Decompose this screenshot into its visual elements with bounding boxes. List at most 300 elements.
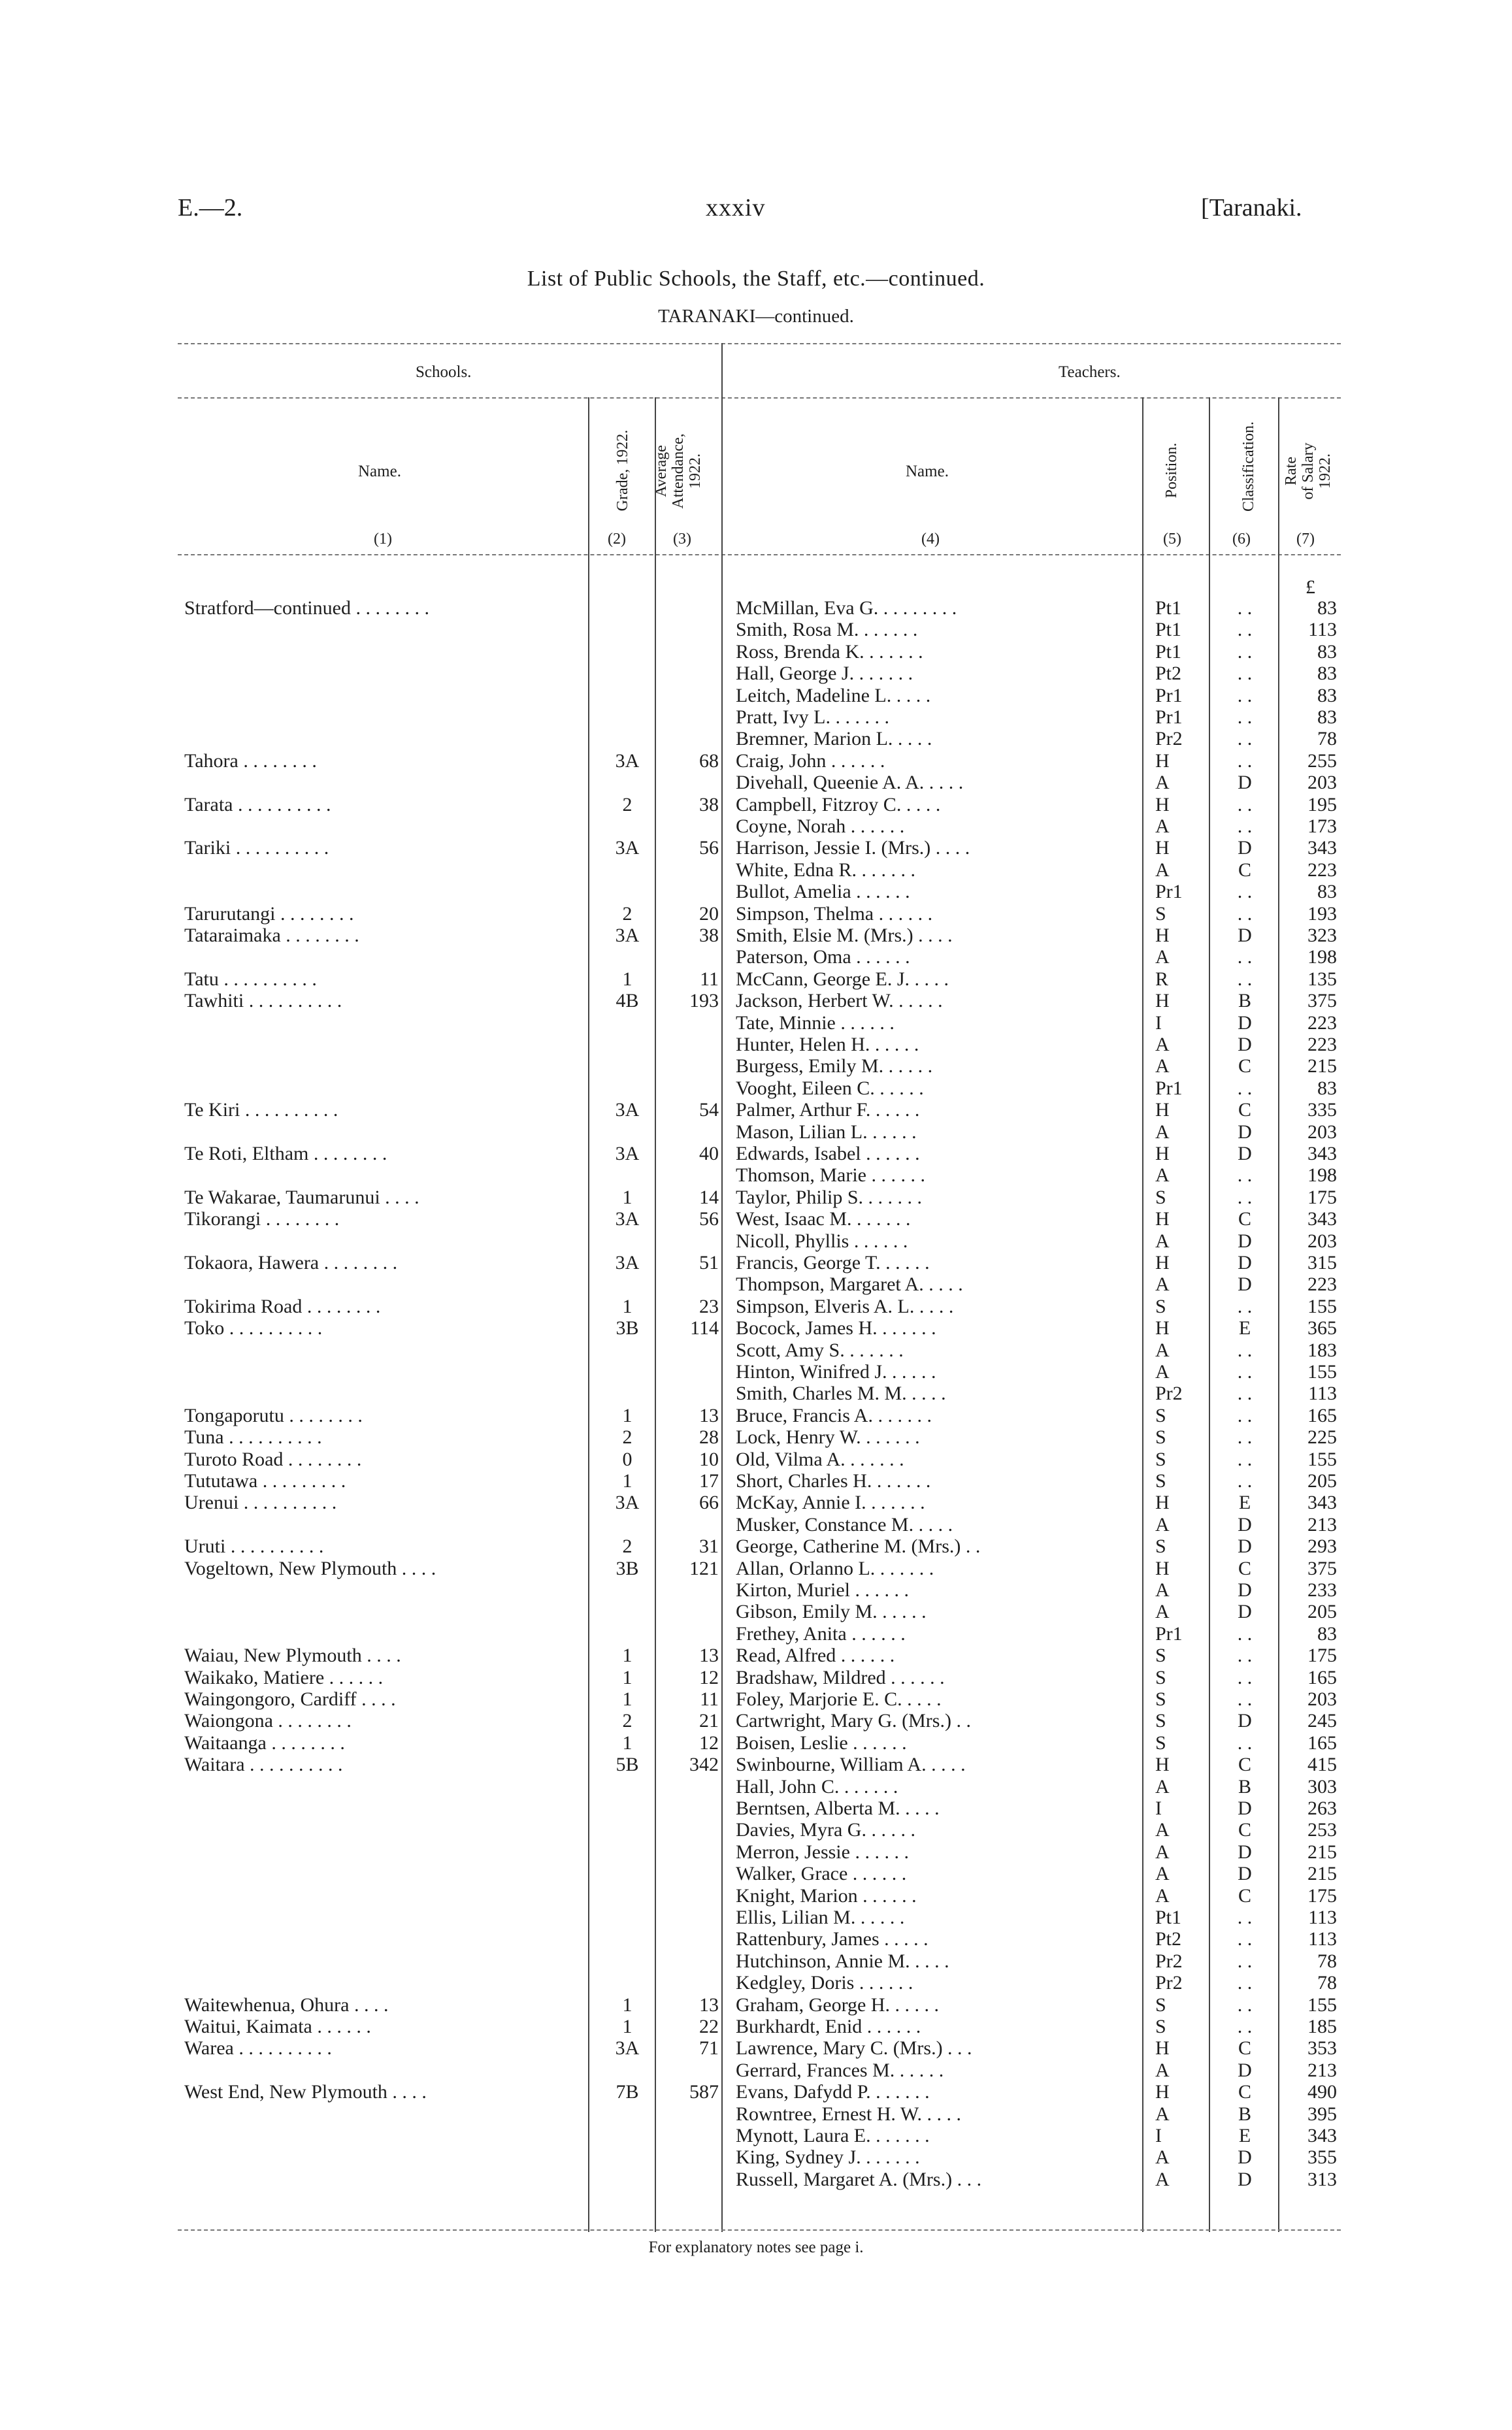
average-attendance-cell: 21 bbox=[699, 1710, 719, 1732]
average-attendance-cell: 12 bbox=[699, 1666, 719, 1688]
school-name-cell: Tokaora, Hawera . . . . . . . . bbox=[184, 1252, 398, 1273]
school-name-cell: Te Roti, Eltham . . . . . . . . bbox=[184, 1143, 387, 1164]
position-cell: Pt1 bbox=[1155, 619, 1182, 641]
teacher-name-cell: Kirton, Muriel . . . . . . bbox=[736, 1579, 909, 1601]
salary-cell: 83 bbox=[1317, 663, 1337, 685]
position-cell: Pr1 bbox=[1155, 881, 1183, 903]
teacher-name-cell: Vooght, Eileen C. . . . . . bbox=[736, 1077, 924, 1099]
position-cell: A bbox=[1155, 1601, 1170, 1623]
position-cell: S bbox=[1155, 1186, 1166, 1208]
teacher-name-cell: Simpson, Elveris A. L. . . . . bbox=[736, 1295, 954, 1317]
grade-cell: 3A bbox=[615, 837, 640, 859]
school-name-cell: Warea . . . . . . . . . . bbox=[184, 2037, 332, 2060]
grade-cell: 3A bbox=[615, 925, 640, 946]
classification-cell: C bbox=[1238, 1099, 1251, 1121]
group-header-rule bbox=[178, 397, 1341, 399]
position-cell: H bbox=[1155, 837, 1170, 859]
table-row bbox=[0, 990, 1512, 1012]
table-row bbox=[0, 881, 1512, 903]
classification-cell: . . bbox=[1237, 1645, 1253, 1667]
position-cell: A bbox=[1155, 1841, 1170, 1863]
grade-cell: 3A bbox=[615, 749, 640, 772]
classification-cell: C bbox=[1238, 859, 1251, 881]
classification-cell: E bbox=[1238, 2125, 1251, 2146]
salary-cell: 233 bbox=[1307, 1579, 1337, 1601]
salary-cell: 83 bbox=[1317, 597, 1337, 619]
salary-cell: 215 bbox=[1307, 1841, 1337, 1863]
salary-cell: 198 bbox=[1307, 1164, 1337, 1187]
school-name-cell: Tikorangi . . . . . . . . bbox=[184, 1208, 340, 1230]
classification-cell: D bbox=[1238, 1798, 1252, 1819]
classification-cell: D bbox=[1238, 2059, 1252, 2081]
teacher-name-cell: Scott, Amy S. . . . . . . bbox=[736, 1339, 904, 1361]
teacher-name-cell: Coyne, Norah . . . . . . bbox=[736, 815, 905, 837]
table-row bbox=[0, 1798, 1512, 1820]
table-row bbox=[0, 1034, 1512, 1056]
classification-cell: D bbox=[1238, 1252, 1252, 1273]
classification-cell: . . bbox=[1237, 1077, 1253, 1099]
page-title: List of Public Schools, the Staff, etc.—continued. bbox=[527, 267, 985, 291]
salary-cell: 113 bbox=[1308, 1383, 1337, 1405]
teacher-name-cell: Nicoll, Phyllis . . . . . . bbox=[736, 1230, 908, 1252]
position-cell: H bbox=[1155, 793, 1170, 815]
grade-cell: 1 bbox=[622, 2016, 633, 2037]
grade-cell: 3A bbox=[615, 1099, 640, 1121]
column-header-position: Position. bbox=[1163, 442, 1180, 499]
average-attendance-cell: 12 bbox=[699, 1732, 719, 1754]
salary-cell: 155 bbox=[1307, 1361, 1337, 1383]
salary-cell: 223 bbox=[1307, 1034, 1337, 1055]
teacher-name-cell: Leitch, Madeline L. . . . . bbox=[736, 684, 931, 706]
school-name-cell: Waitaanga . . . . . . . . bbox=[184, 1732, 345, 1754]
classification-cell: D bbox=[1238, 1841, 1252, 1863]
position-cell: H bbox=[1155, 1754, 1170, 1776]
average-attendance-cell: 20 bbox=[699, 902, 719, 925]
salary-cell: 490 bbox=[1307, 2081, 1337, 2103]
position-cell: S bbox=[1155, 1470, 1166, 1492]
grade-cell: 3A bbox=[615, 2037, 640, 2060]
classification-cell: D bbox=[1238, 925, 1252, 946]
table-row bbox=[0, 1623, 1512, 1645]
classification-cell: . . bbox=[1237, 946, 1253, 968]
salary-cell: 135 bbox=[1307, 968, 1337, 990]
classification-cell: C bbox=[1238, 1754, 1251, 1776]
classification-cell: D bbox=[1238, 1230, 1252, 1252]
table-row bbox=[0, 1361, 1512, 1383]
position-cell: Pr2 bbox=[1155, 1383, 1183, 1405]
salary-cell: 83 bbox=[1317, 1077, 1337, 1099]
table-row bbox=[0, 597, 1512, 619]
salary-cell: 343 bbox=[1307, 1208, 1337, 1230]
table-row bbox=[0, 1405, 1512, 1427]
report-code: E.—2. bbox=[178, 194, 243, 222]
salary-cell: 225 bbox=[1307, 1426, 1337, 1449]
classification-cell: . . bbox=[1237, 1426, 1253, 1449]
school-name-cell: Te Wakarae, Taumarunui . . . . bbox=[184, 1186, 419, 1208]
position-cell: A bbox=[1155, 1055, 1170, 1077]
classification-cell: . . bbox=[1237, 1972, 1253, 1994]
position-cell: A bbox=[1155, 1819, 1170, 1841]
teacher-name-cell: Thompson, Margaret A. . . . . bbox=[736, 1273, 963, 1296]
column-number-6: (6) bbox=[1232, 531, 1251, 548]
table-top-rule bbox=[178, 343, 1341, 344]
position-cell: R bbox=[1155, 968, 1169, 990]
classification-cell: . . bbox=[1237, 1164, 1253, 1187]
position-cell: Pt1 bbox=[1155, 597, 1182, 619]
position-cell: H bbox=[1155, 1099, 1170, 1121]
school-name-cell: Tahora . . . . . . . . bbox=[184, 749, 317, 772]
position-cell: Pr2 bbox=[1155, 1972, 1183, 1994]
table-row bbox=[0, 1470, 1512, 1492]
table-row bbox=[0, 685, 1512, 707]
table-row bbox=[0, 2081, 1512, 2103]
teacher-name-cell: Bullot, Amelia . . . . . . bbox=[736, 881, 910, 903]
table-row bbox=[0, 2103, 1512, 2126]
table-row bbox=[0, 1950, 1512, 1973]
grade-cell: 5B bbox=[616, 1754, 639, 1776]
school-name-cell: Tarata . . . . . . . . . . bbox=[184, 793, 331, 815]
school-name-cell: Tongaporutu . . . . . . . . bbox=[184, 1404, 363, 1426]
classification-cell: . . bbox=[1237, 597, 1253, 619]
classification-cell: D bbox=[1238, 772, 1252, 794]
teacher-name-cell: Gibson, Emily M. . . . . . bbox=[736, 1601, 927, 1623]
position-cell: S bbox=[1155, 1448, 1166, 1470]
average-attendance-cell: 10 bbox=[699, 1448, 719, 1470]
teacher-name-cell: Davies, Myra G. . . . . . bbox=[736, 1819, 915, 1841]
grade-cell: 1 bbox=[622, 1186, 633, 1208]
salary-cell: 375 bbox=[1307, 990, 1337, 1012]
teacher-name-cell: Knight, Marion . . . . . . bbox=[736, 1884, 917, 1907]
position-cell: Pr1 bbox=[1155, 1077, 1183, 1099]
position-cell: S bbox=[1155, 1295, 1166, 1317]
salary-cell: 113 bbox=[1308, 1928, 1337, 1950]
table-row bbox=[0, 1776, 1512, 1798]
position-cell: A bbox=[1155, 1884, 1170, 1907]
school-name-cell: Waitara . . . . . . . . . . bbox=[184, 1754, 343, 1776]
column-header-classification: Classification. bbox=[1240, 421, 1257, 512]
school-name-cell: Waiau, New Plymouth . . . . bbox=[184, 1645, 401, 1667]
teacher-name-cell: White, Edna R. . . . . . . bbox=[736, 859, 915, 881]
salary-cell: 353 bbox=[1307, 2037, 1337, 2060]
school-name-cell: Stratford—continued . . . . . . . . bbox=[184, 597, 429, 619]
average-attendance-cell: 13 bbox=[699, 1404, 719, 1426]
classification-cell: . . bbox=[1237, 1994, 1253, 2016]
teacher-name-cell: Gerrard, Frances M. . . . . . bbox=[736, 2059, 944, 2081]
table-row bbox=[0, 1099, 1512, 1121]
column-number-2: (2) bbox=[608, 531, 626, 548]
table-row bbox=[0, 1164, 1512, 1187]
average-attendance-cell: 11 bbox=[700, 1688, 719, 1710]
currency-symbol: £ bbox=[1306, 576, 1315, 598]
salary-cell: 213 bbox=[1307, 1513, 1337, 1535]
teacher-name-cell: Lawrence, Mary C. (Mrs.) . . . bbox=[736, 2037, 972, 2060]
classification-cell: . . bbox=[1237, 1732, 1253, 1754]
teacher-name-cell: Divehall, Queenie A. A. . . . . bbox=[736, 772, 964, 794]
teacher-name-cell: Tate, Minnie . . . . . . bbox=[736, 1011, 895, 1034]
classification-cell: . . bbox=[1237, 902, 1253, 925]
classification-cell: . . bbox=[1237, 881, 1253, 903]
school-name-cell: Waiongona . . . . . . . . bbox=[184, 1710, 352, 1732]
average-attendance-cell: 56 bbox=[699, 1208, 719, 1230]
teacher-name-cell: Boisen, Leslie . . . . . . bbox=[736, 1732, 907, 1754]
classification-cell: D bbox=[1238, 1273, 1252, 1296]
salary-cell: 83 bbox=[1317, 881, 1337, 903]
average-attendance-cell: 38 bbox=[699, 793, 719, 815]
school-name-cell: Tataraimaka . . . . . . . . bbox=[184, 925, 359, 946]
position-cell: Pr2 bbox=[1155, 728, 1183, 750]
column-number-5: (5) bbox=[1163, 531, 1181, 548]
classification-cell: D bbox=[1238, 837, 1252, 859]
teacher-name-cell: Campbell, Fitzroy C. . . . . bbox=[736, 793, 941, 815]
teacher-name-cell: Swinbourne, William A. . . . . bbox=[736, 1754, 966, 1776]
salary-cell: 303 bbox=[1307, 1775, 1337, 1798]
column-header-salary: Rate of Salary 1922. bbox=[1283, 442, 1334, 500]
position-cell: H bbox=[1155, 1252, 1170, 1273]
salary-cell: 183 bbox=[1307, 1339, 1337, 1361]
column-header-rule bbox=[178, 554, 1341, 555]
position-cell: S bbox=[1155, 1404, 1166, 1426]
grade-cell: 2 bbox=[622, 1710, 633, 1732]
teacher-name-cell: Smith, Rosa M. . . . . . . bbox=[736, 619, 918, 641]
salary-cell: 173 bbox=[1307, 815, 1337, 837]
table-row bbox=[0, 1121, 1512, 1143]
grade-cell: 1 bbox=[622, 1994, 633, 2016]
table-row bbox=[0, 1230, 1512, 1253]
teacher-name-cell: Evans, Dafydd P. . . . . . . bbox=[736, 2081, 930, 2103]
classification-cell: . . bbox=[1237, 793, 1253, 815]
grade-cell: 1 bbox=[622, 1645, 633, 1667]
position-cell: H bbox=[1155, 990, 1170, 1012]
classification-cell: . . bbox=[1237, 1688, 1253, 1710]
teacher-name-cell: Hinton, Winifred J. . . . . . bbox=[736, 1361, 936, 1383]
teacher-name-cell: Lock, Henry W. . . . . . . bbox=[736, 1426, 920, 1449]
school-name-cell: Waikako, Matiere . . . . . . bbox=[184, 1666, 384, 1688]
position-cell: H bbox=[1155, 1208, 1170, 1230]
average-attendance-cell: 23 bbox=[699, 1295, 719, 1317]
salary-cell: 355 bbox=[1307, 2146, 1337, 2169]
classification-cell: B bbox=[1238, 1775, 1251, 1798]
average-attendance-cell: 66 bbox=[699, 1492, 719, 1514]
classification-cell: D bbox=[1238, 2146, 1252, 2169]
teacher-name-cell: Mynott, Laura E. . . . . . . bbox=[736, 2125, 930, 2146]
classification-cell: D bbox=[1238, 1143, 1252, 1164]
salary-cell: 113 bbox=[1308, 1907, 1337, 1928]
table-row bbox=[0, 1558, 1512, 1580]
classification-cell: C bbox=[1238, 2081, 1251, 2103]
salary-cell: 78 bbox=[1317, 1950, 1337, 1972]
teacher-name-cell: Mason, Lilian L. . . . . . bbox=[736, 1121, 917, 1143]
column-number-3: (3) bbox=[673, 531, 691, 548]
teacher-name-cell: Frethey, Anita . . . . . . bbox=[736, 1622, 906, 1645]
classification-cell: . . bbox=[1237, 1404, 1253, 1426]
group-header-schools: Schools. bbox=[416, 363, 472, 381]
position-cell: H bbox=[1155, 925, 1170, 946]
region-label: [Taranaki. bbox=[1201, 194, 1302, 222]
table-row bbox=[0, 1426, 1512, 1449]
salary-cell: 343 bbox=[1307, 2125, 1337, 2146]
salary-cell: 395 bbox=[1307, 2103, 1337, 2125]
salary-cell: 293 bbox=[1307, 1535, 1337, 1558]
position-cell: Pr2 bbox=[1155, 1950, 1183, 1972]
teacher-name-cell: Short, Charles H. . . . . . . bbox=[736, 1470, 931, 1492]
classification-cell: . . bbox=[1237, 749, 1253, 772]
position-cell: Pt1 bbox=[1155, 640, 1182, 663]
classification-cell: D bbox=[1238, 1034, 1252, 1055]
position-cell: Pt2 bbox=[1155, 1928, 1182, 1950]
average-attendance-cell: 71 bbox=[699, 2037, 719, 2060]
grade-cell: 3B bbox=[616, 1557, 639, 1579]
classification-cell: . . bbox=[1237, 619, 1253, 641]
grade-cell: 1 bbox=[622, 968, 633, 990]
position-cell: I bbox=[1155, 1011, 1162, 1034]
average-attendance-cell: 31 bbox=[699, 1535, 719, 1558]
average-attendance-cell: 38 bbox=[699, 925, 719, 946]
teacher-name-cell: Harrison, Jessie I. (Mrs.) . . . . bbox=[736, 837, 970, 859]
teacher-name-cell: Francis, George T. . . . . . bbox=[736, 1252, 930, 1273]
classification-cell: . . bbox=[1237, 684, 1253, 706]
school-name-cell: Toko . . . . . . . . . . bbox=[184, 1317, 323, 1339]
table-row bbox=[0, 2060, 1512, 2082]
classification-cell: . . bbox=[1237, 2016, 1253, 2037]
table-row bbox=[0, 1688, 1512, 1711]
salary-cell: 185 bbox=[1307, 2016, 1337, 2037]
school-name-cell: Turoto Road . . . . . . . . bbox=[184, 1448, 362, 1470]
salary-cell: 215 bbox=[1307, 1055, 1337, 1077]
school-name-cell: West End, New Plymouth . . . . bbox=[184, 2081, 427, 2103]
table-row bbox=[0, 706, 1512, 729]
salary-cell: 255 bbox=[1307, 749, 1337, 772]
classification-cell: C bbox=[1238, 1884, 1251, 1907]
grade-cell: 2 bbox=[622, 1535, 633, 1558]
position-cell: S bbox=[1155, 1645, 1166, 1667]
grade-cell: 1 bbox=[622, 1404, 633, 1426]
salary-cell: 343 bbox=[1307, 1492, 1337, 1514]
teacher-name-cell: Allan, Orlanno L. . . . . . . bbox=[736, 1557, 934, 1579]
position-cell: H bbox=[1155, 2081, 1170, 2103]
salary-cell: 175 bbox=[1307, 1645, 1337, 1667]
table-row bbox=[0, 1645, 1512, 1667]
table-row bbox=[0, 2125, 1512, 2147]
teacher-name-cell: Burkhardt, Enid . . . . . . bbox=[736, 2016, 921, 2037]
table-row bbox=[0, 1514, 1512, 1536]
salary-cell: 343 bbox=[1307, 1143, 1337, 1164]
salary-cell: 113 bbox=[1308, 619, 1337, 641]
position-cell: A bbox=[1155, 2103, 1170, 2125]
classification-cell: . . bbox=[1237, 1928, 1253, 1950]
classification-cell: E bbox=[1238, 1492, 1251, 1514]
teacher-name-cell: Russell, Margaret A. (Mrs.) . . . bbox=[736, 2168, 982, 2190]
teacher-name-cell: Graham, George H. . . . . . bbox=[736, 1994, 940, 2016]
position-cell: S bbox=[1155, 1426, 1166, 1449]
salary-cell: 215 bbox=[1307, 1863, 1337, 1885]
position-cell: A bbox=[1155, 815, 1170, 837]
position-cell: A bbox=[1155, 1164, 1170, 1187]
table-row bbox=[0, 815, 1512, 838]
position-cell: S bbox=[1155, 2016, 1166, 2037]
grade-cell: 1 bbox=[622, 1295, 633, 1317]
average-attendance-cell: 17 bbox=[699, 1470, 719, 1492]
table-row bbox=[0, 1339, 1512, 1362]
average-attendance-cell: 193 bbox=[689, 990, 719, 1012]
classification-cell: D bbox=[1238, 1535, 1252, 1558]
average-attendance-cell: 114 bbox=[690, 1317, 719, 1339]
position-cell: S bbox=[1155, 1688, 1166, 1710]
teacher-name-cell: Foley, Marjorie E. C. . . . . bbox=[736, 1688, 942, 1710]
classification-cell: C bbox=[1238, 1208, 1251, 1230]
position-cell: I bbox=[1155, 1798, 1162, 1819]
grade-cell: 3A bbox=[615, 1252, 640, 1273]
teacher-name-cell: Hunter, Helen H. . . . . . bbox=[736, 1034, 919, 1055]
table-row bbox=[0, 925, 1512, 947]
classification-cell: . . bbox=[1237, 1383, 1253, 1405]
position-cell: Pt1 bbox=[1155, 1907, 1182, 1928]
position-cell: A bbox=[1155, 1579, 1170, 1601]
school-name-cell: Uruti . . . . . . . . . . bbox=[184, 1535, 324, 1558]
teacher-name-cell: Edwards, Isabel . . . . . . bbox=[736, 1143, 920, 1164]
classification-cell: . . bbox=[1237, 1470, 1253, 1492]
salary-cell: 203 bbox=[1307, 772, 1337, 794]
salary-cell: 195 bbox=[1307, 793, 1337, 815]
classification-cell: C bbox=[1238, 2037, 1251, 2060]
salary-cell: 313 bbox=[1307, 2168, 1337, 2190]
grade-cell: 1 bbox=[622, 1470, 633, 1492]
teacher-name-cell: Craig, John . . . . . . bbox=[736, 749, 885, 772]
teacher-name-cell: Bradshaw, Mildred . . . . . . bbox=[736, 1666, 945, 1688]
table-row bbox=[0, 2016, 1512, 2038]
table-row bbox=[0, 1972, 1512, 1994]
salary-cell: 193 bbox=[1307, 902, 1337, 925]
position-cell: Pr1 bbox=[1155, 1622, 1183, 1645]
teacher-name-cell: Pratt, Ivy L. . . . . . . bbox=[736, 706, 889, 728]
table-row bbox=[0, 1317, 1512, 1339]
column-number-4: (4) bbox=[921, 531, 940, 548]
classification-cell: . . bbox=[1237, 1622, 1253, 1645]
average-attendance-cell: 11 bbox=[700, 968, 719, 990]
position-cell: H bbox=[1155, 1557, 1170, 1579]
average-attendance-cell: 22 bbox=[699, 2016, 719, 2037]
table-row bbox=[0, 1252, 1512, 1274]
table-row bbox=[0, 1710, 1512, 1732]
position-cell: A bbox=[1155, 1361, 1170, 1383]
teacher-name-cell: Taylor, Philip S. . . . . . . bbox=[736, 1186, 923, 1208]
school-name-cell: Te Kiri . . . . . . . . . . bbox=[184, 1099, 338, 1121]
grade-cell: 1 bbox=[622, 1666, 633, 1688]
teacher-name-cell: Ross, Brenda K. . . . . . . bbox=[736, 640, 923, 663]
classification-cell: B bbox=[1238, 990, 1251, 1012]
average-attendance-cell: 587 bbox=[689, 2081, 719, 2103]
position-cell: A bbox=[1155, 1121, 1170, 1143]
teacher-name-cell: King, Sydney J. . . . . . . bbox=[736, 2146, 920, 2169]
classification-cell: D bbox=[1238, 1579, 1252, 1601]
classification-cell: C bbox=[1238, 1557, 1251, 1579]
grade-cell: 2 bbox=[622, 902, 633, 925]
table-row bbox=[0, 946, 1512, 968]
classification-cell: . . bbox=[1237, 1907, 1253, 1928]
position-cell: Pr1 bbox=[1155, 684, 1183, 706]
position-cell: S bbox=[1155, 1732, 1166, 1754]
table-row bbox=[0, 794, 1512, 816]
classification-cell: C bbox=[1238, 1819, 1251, 1841]
table-row bbox=[0, 837, 1512, 859]
grade-cell: 1 bbox=[622, 1732, 633, 1754]
teacher-name-cell: Palmer, Arthur F. . . . . . bbox=[736, 1099, 920, 1121]
position-cell: S bbox=[1155, 1535, 1166, 1558]
position-cell: A bbox=[1155, 1863, 1170, 1885]
table-row bbox=[0, 1601, 1512, 1623]
salary-cell: 323 bbox=[1307, 925, 1337, 946]
position-cell: A bbox=[1155, 1273, 1170, 1296]
table-row bbox=[0, 1383, 1512, 1405]
